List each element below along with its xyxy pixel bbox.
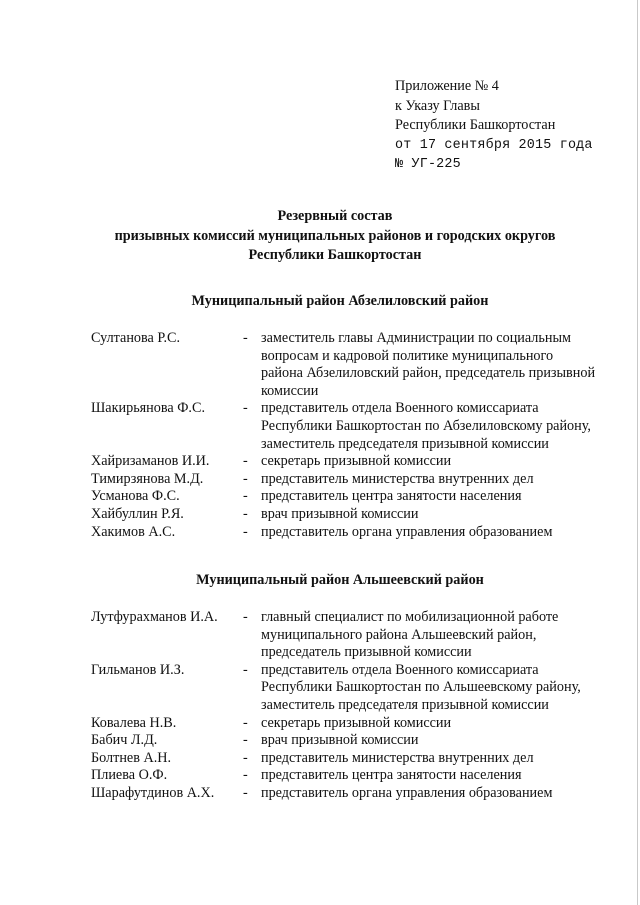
member-row — [91, 662, 611, 715]
member-dash: - — [243, 488, 248, 505]
appendix-number: Приложение № 4 — [395, 78, 499, 94]
member-role: представитель органа управления образованием — [261, 523, 553, 540]
member-name: Хакимов А.С. — [91, 523, 176, 540]
member-name: Шарафутдинов А.Х. — [91, 784, 215, 801]
title-line-2: призывных комиссий муниципальных районов и городских округов — [114, 227, 556, 244]
member-row — [91, 330, 611, 400]
member-dash: - — [243, 749, 248, 766]
member-role: заместитель главы Администрации по социальным вопросам и кадровой политике муниципального района Абзелиловский район, председатель призывной комиссии — [261, 330, 596, 399]
member-role: представитель министерства внутренних дел — [261, 470, 534, 487]
title-line-3: Республики Башкортостан — [248, 247, 422, 264]
appendix-date: от 17 сентября 2015 года — [395, 137, 593, 153]
member-name: Болтнев А.Н. — [91, 749, 172, 766]
member-name: Хайбуллин Р.Я. — [91, 505, 184, 522]
member-row — [91, 715, 611, 733]
members-list-abzelilovsky — [91, 330, 611, 541]
member-dash: - — [243, 784, 248, 801]
member-role: представитель центра занятости населения — [261, 767, 522, 784]
appendix-decree-number: № УГ-225 — [395, 157, 461, 173]
member-role: секретарь призывной комиссии — [261, 714, 452, 731]
member-name: Ковалева Н.В. — [91, 714, 177, 731]
section-heading-abzelilovsky: Муниципальный район Абзелиловский район — [191, 293, 489, 309]
member-role: секретарь призывной комиссии — [261, 453, 452, 470]
member-dash: - — [243, 523, 248, 540]
member-name: Плиева О.Ф. — [91, 767, 168, 784]
appendix-block — [395, 77, 593, 175]
member-role: врач призывной комиссии — [261, 732, 419, 749]
section-heading-alsheevsky: Муниципальный район Альшеевский район — [196, 572, 484, 588]
page-edge — [637, 0, 638, 905]
member-row — [91, 488, 611, 506]
member-dash: - — [243, 330, 248, 346]
member-role: представитель министерства внутренних дел — [261, 749, 534, 766]
member-name: Гильманов И.З. — [91, 661, 185, 678]
member-row — [91, 732, 611, 750]
appendix-decree: к Указу Главы — [395, 97, 480, 114]
member-row — [91, 785, 611, 803]
member-dash: - — [243, 732, 248, 749]
member-dash: - — [243, 767, 248, 784]
member-row — [91, 524, 611, 542]
member-dash: - — [243, 453, 248, 470]
appendix-republic: Республики Башкортостан — [395, 117, 556, 134]
member-name: Султанова Р.С. — [91, 330, 181, 346]
member-row — [91, 506, 611, 524]
member-name: Бабич Л.Д. — [91, 732, 158, 749]
member-dash: - — [243, 714, 248, 731]
member-dash: - — [243, 609, 248, 625]
member-role: представитель отдела Военного комиссариата Республики Башкортостан по Альшеевскому району, заместитель председателя призывной комиссии — [261, 661, 581, 713]
member-role: представитель органа управления образованием — [261, 784, 553, 801]
member-dash: - — [243, 661, 248, 678]
members-list-alsheevsky — [91, 609, 611, 803]
member-role: врач призывной комиссии — [261, 505, 419, 522]
member-row — [91, 400, 611, 453]
member-dash: - — [243, 505, 248, 522]
member-role: представитель отдела Военного комиссариата Республики Башкортостан по Абзелиловскому району, заместитель председателя призывной комиссии — [261, 400, 591, 452]
member-dash: - — [243, 400, 248, 417]
member-row — [91, 453, 611, 471]
document-title — [0, 207, 640, 266]
member-row — [91, 609, 611, 662]
member-role: главный специалист по мобилизационной работе муниципального района Альшеевский район, председатель призывной комиссии — [261, 609, 559, 661]
member-name: Лутфурахманов И.А. — [91, 609, 218, 625]
member-name: Хайризаманов И.И. — [91, 453, 210, 470]
member-row — [91, 767, 611, 785]
member-row — [91, 471, 611, 489]
member-role: представитель центра занятости населения — [261, 488, 522, 505]
member-dash: - — [243, 470, 248, 487]
member-name: Шакирьянова Ф.С. — [91, 400, 205, 417]
title-line-1: Резервный состав — [277, 208, 393, 224]
member-name: Усманова Ф.С. — [91, 488, 180, 505]
member-name: Тимирзянова М.Д. — [91, 470, 204, 487]
member-row — [91, 750, 611, 768]
